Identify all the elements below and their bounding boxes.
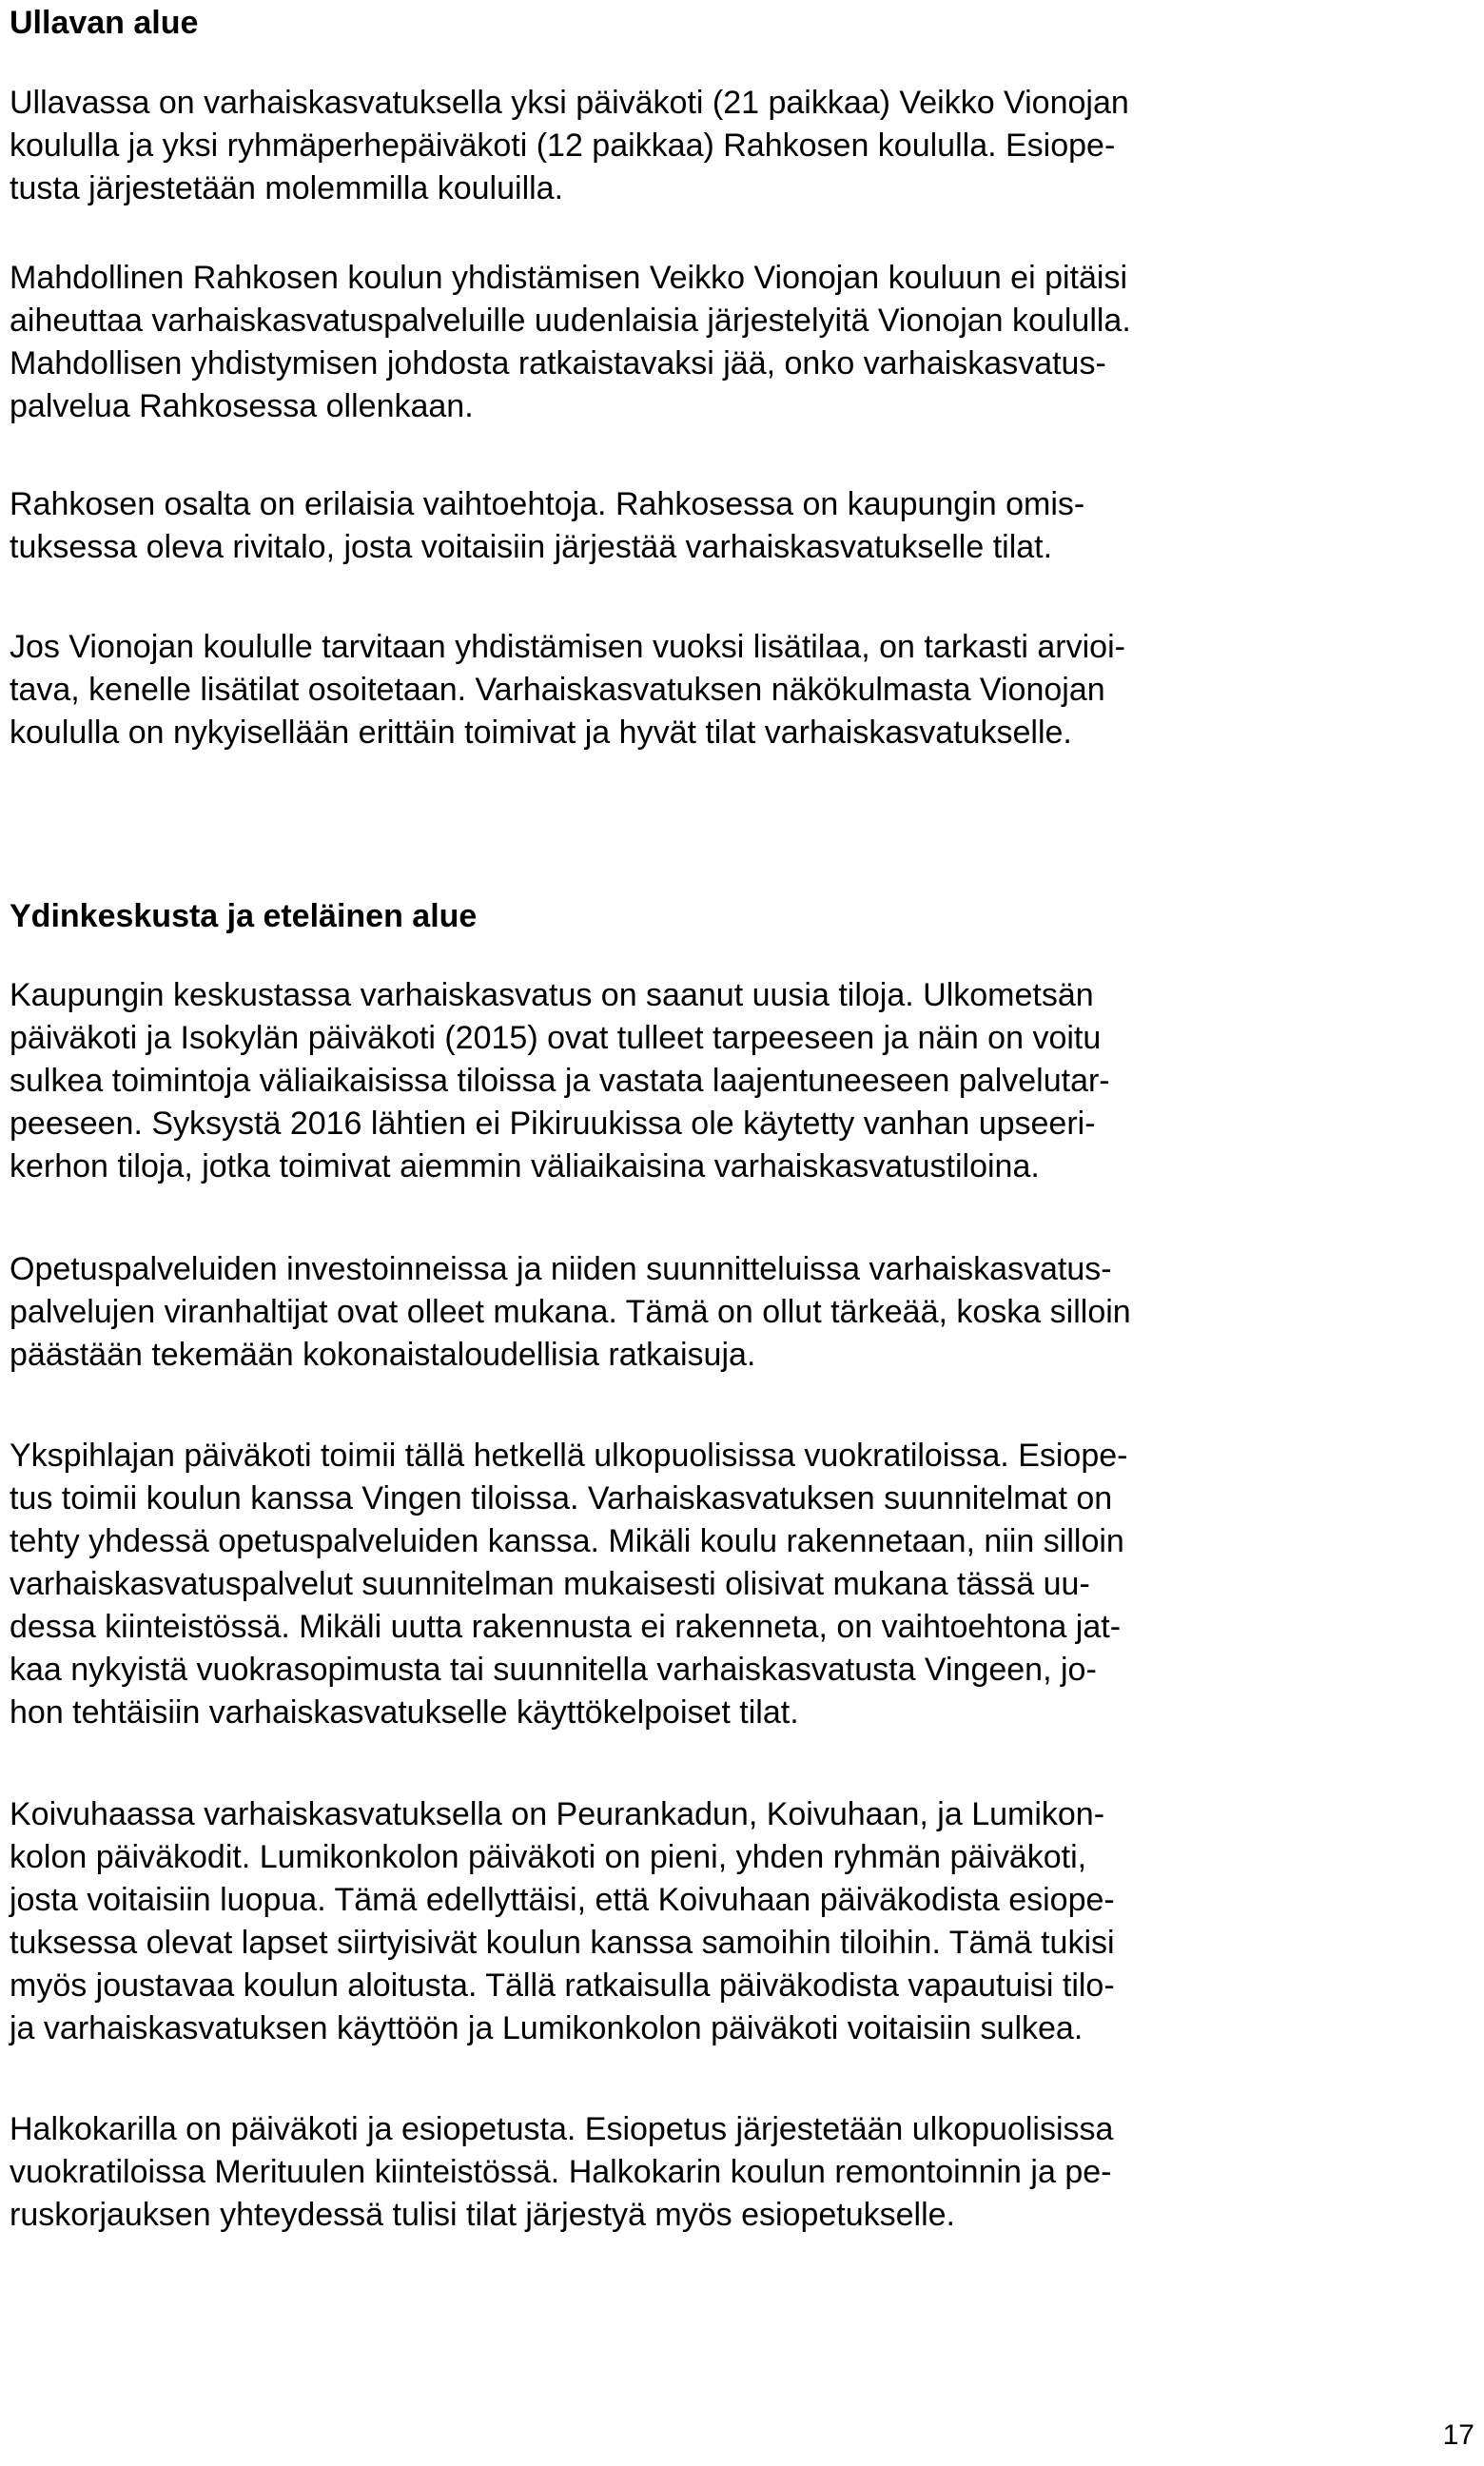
paragraph: Opetuspalveluiden investoinneissa ja niiden suunnitteluissa varhaiskasvatus- palvelujen viranhaltijat ovat olleet mukana. Tämä on ollut tärkeää, koska silloin päästään tekemään kokonaistaloudellisia ratkaisuja.	[10, 1251, 1131, 1373]
paragraph: Mahdollinen Rahkosen koulun yhdistämisen Veikko Vionojan kouluun ei pitäisi aiheuttaa varhaiskasvatuspalveluille uudenlaisia järjestelyitä Vionojan koululla. Mahdollisen yhdistymisen johdosta ratkaistavaksi jää, onko varhaiskasvatus- palvelua Rahkosessa ollenkaan.	[10, 260, 1131, 424]
section-heading-ydinkeskusta: Ydinkeskusta ja eteläinen alue	[10, 898, 478, 934]
paragraph: Koivuhaassa varhaiskasvatuksella on Peurankadun, Koivuhaan, ja Lumikon- kolon päiväkodit. Lumikonkolon päiväkoti on pieni, yhden ryhmän päiväkoti, josta voitaisiin luopua. Tämä edellyttäisi, että Koivuhaan päiväkodista esiope- tuksessa olevat lapset siirtyisivät koulun kanssa samoihin tiloihin. Tämä tukisi myös joustavaa koulun aloitusta. Tällä ratkaisulla päiväkodista vapautuisi tilo- ja varhaiskasvatuksen käyttöön ja Lumikonkolon päiväkoti voitaisiin sulkea.	[10, 1796, 1115, 2046]
page-number: 17	[1442, 2419, 1474, 2451]
paragraph: Kaupungin keskustassa varhaiskasvatus on saanut uusia tiloja. Ulkometsän päiväkoti ja Isokylän päiväkoti (2015) ovat tulleet tarpeeseen ja näin on voitu sulkea toimintoja väliaikaisissa tiloissa ja vastata laajentuneeseen palvelutar- peeseen. Syksystä 2016 lähtien ei Pikiruukissa ole käytetty vanhan upseeri- kerhon tiloja, jotka toimivat aiemmin väliaikaisina varhaiskasvatustiloina.	[10, 977, 1110, 1184]
paragraph: Jos Vionojan koululle tarvitaan yhdistämisen vuoksi lisätilaa, on tarkasti arvioi- tava, kenelle lisätilat osoitetaan. Varhaiskasvatuksen näkökulmasta Vionojan koululla on nykyisellään erittäin toimivat ja hyvät tilat varhaiskasvatukselle.	[10, 629, 1125, 751]
paragraph: Ullavassa on varhaiskasvatuksella yksi päiväkoti (21 paikkaa) Veikko Vionojan koululla ja yksi ryhmäperhepäiväkoti (12 paikkaa) Rahkosen koululla. Esiope- tusta järjestetään molemmilla kouluilla.	[10, 85, 1129, 206]
paragraph: Halkokarilla on päiväkoti ja esiopetusta. Esiopetus järjestetään ulkopuolisissa vuokratiloissa Merituulen kiinteistössä. Halkokarin koulun remontoinnin ja pe- ruskorjauksen yhteydessä tulisi tilat järjestyä myös esiopetukselle.	[10, 2111, 1114, 2233]
paragraph: Ykspihlajan päiväkoti toimii tällä hetkellä ulkopuolisissa vuokratiloissa. Esiope- tus toimii koulun kanssa Vingen tiloissa. Varhaiskasvatuksen suunnitelmat on tehty yhdessä opetuspalveluiden kanssa. Mikäli koulu rakennetaan, niin silloin varhaiskasvatuspalvelut suunnitelman mukaisesti olisivat mukana tässä uu- dessa kiinteistössä. Mikäli uutta rakennusta ei rakenneta, on vaihtoehtona jat- kaa nykyistä vuokrasopimusta tai suunnitella varhaiskasvatusta Vingeen, jo- hon tehtäisiin varhaiskasvatukselle käyttökelpoiset tilat.	[10, 1438, 1128, 1731]
section-heading-ullava: Ullavan alue	[10, 5, 199, 41]
paragraph: Rahkosen osalta on erilaisia vaihtoehtoja. Rahkosessa on kaupungin omis- tuksessa oleva rivitalo, josta voitaisiin järjestää varhaiskasvatukselle tilat.	[10, 486, 1085, 565]
